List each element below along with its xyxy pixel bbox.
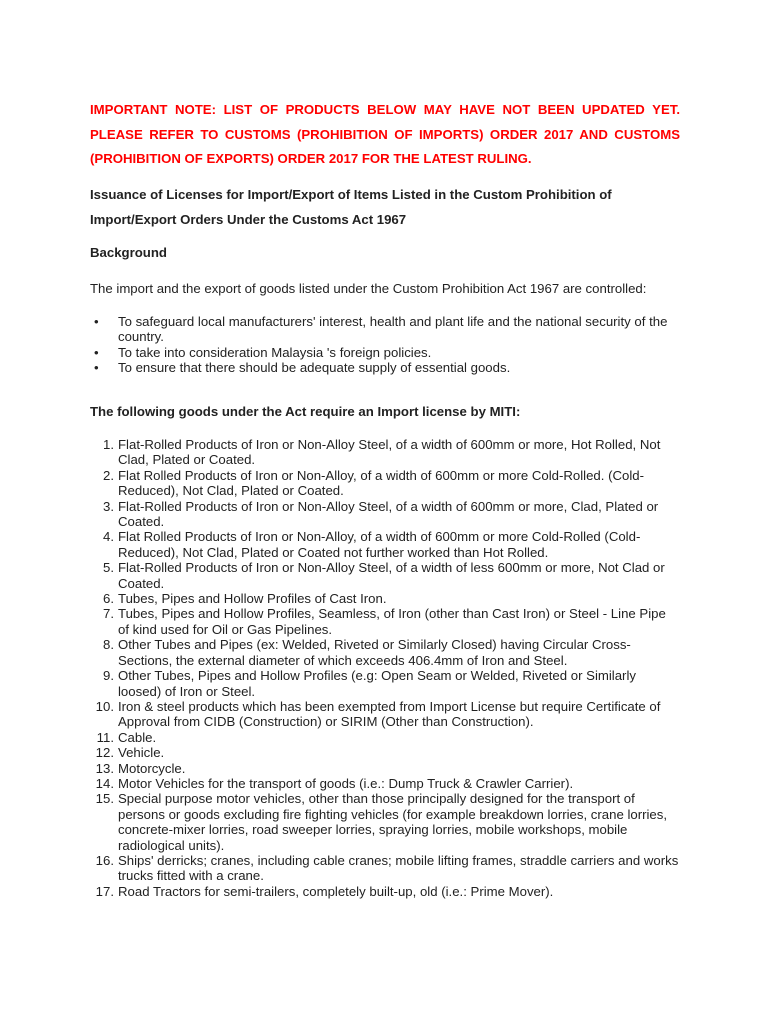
- bullet-item: [90, 345, 680, 360]
- list-item: [90, 745, 680, 760]
- list-item: [90, 668, 680, 699]
- item-number: 8.: [103, 637, 114, 653]
- item-text: Flat-Rolled Products of Iron or Non-Alloy Steel, of a width of 600mm or more, Clad, Plated or Coated.: [118, 498, 659, 530]
- bullet-text: To take into consideration Malaysia 's foreign policies.: [118, 344, 432, 360]
- item-text: Flat-Rolled Products of Iron or Non-Alloy Steel, of a width of less 600mm or more, Not Clad or Coated.: [118, 560, 665, 591]
- important-note: IMPORTANT NOTE: LIST OF PRODUCTS BELOW MAY HAVE NOT BEEN UPDATED YET. PLEASE REFER TO CUSTOMS (PROHIBITION OF IMPORTS) ORDER 2017 AND CUSTOMS (PROHIBITION OF EXPORTS) ORDER 2017 FOR THE LATEST RULING.: [90, 102, 680, 166]
- item-number: 3.: [103, 498, 114, 514]
- list-item: [90, 529, 680, 560]
- list-item: [90, 591, 680, 606]
- list-item: [90, 884, 680, 899]
- item-text: Tubes, Pipes and Hollow Profiles, Seamless, of Iron (other than Cast Iron) or Steel - Line Pipe of kind used for Oil or Gas Pipelines.: [118, 606, 666, 637]
- list-item: [90, 776, 680, 791]
- bullet-icon: •: [94, 360, 99, 376]
- bullet-icon: •: [94, 344, 99, 360]
- item-number: 13.: [95, 760, 114, 776]
- control-reasons-list: [90, 314, 680, 376]
- import-goods-list: [90, 437, 680, 899]
- list-item: [90, 730, 680, 745]
- item-number: 14.: [95, 775, 114, 791]
- item-number: 2.: [103, 467, 114, 483]
- item-text: Cable.: [118, 729, 157, 745]
- item-text: Road Tractors for semi-trailers, completely built-up, old (i.e.: Prime Mover).: [118, 883, 554, 899]
- list-item: [90, 791, 680, 853]
- list-item: [90, 699, 680, 730]
- item-text: Special purpose motor vehicles, other than those principally designed for the transport of persons or goods excluding fire fighting vehicles (for example breakdown lorries, crane lorries, concrete-mixer lorries, road sweeper lorries, spraying lorries, mobile workshops, mobile radiological units).: [118, 791, 668, 853]
- import-license-title: The following goods under the Act require an Import license by MITI:: [90, 404, 521, 419]
- background-title: Background: [90, 245, 167, 260]
- bullet-item: [90, 314, 680, 345]
- list-item: [90, 437, 680, 468]
- item-number: 5.: [103, 560, 114, 576]
- item-text: Flat-Rolled Products of Iron or Non-Alloy Steel, of a width of 600mm or more, Hot Rolled, Not Clad, Plated or Coated.: [118, 437, 661, 468]
- item-number: 9.: [103, 668, 114, 684]
- intro-paragraph: The import and the export of goods listed under the Custom Prohibition Act 1967 are controlled:: [90, 281, 647, 296]
- bullet-text: To safeguard local manufacturers' interest, health and plant life and the national security of the country.: [118, 314, 668, 345]
- bullet-item: [90, 360, 680, 375]
- item-text: Other Tubes and Pipes (ex: Welded, Riveted or Similarly Closed) having Circular Cross-Sections, the external diameter of which exceeds 406.4mm of Iron and Steel.: [118, 637, 631, 668]
- item-number: 10.: [95, 698, 114, 714]
- item-text: Flat Rolled Products of Iron or Non-Alloy, of a width of 600mm or more Cold-Rolled (Cold-Reduced), Not Clad, Plated or Coated not further worked than Hot Rolled.: [118, 529, 641, 560]
- list-item: [90, 499, 680, 530]
- item-number: 16.: [95, 852, 114, 868]
- item-text: Motorcycle.: [118, 760, 186, 776]
- item-number: 6.: [103, 591, 114, 607]
- bullet-text: To ensure that there should be adequate supply of essential goods.: [118, 360, 511, 376]
- item-number: 7.: [103, 606, 114, 622]
- item-number: 4.: [103, 529, 114, 545]
- bullet-icon: •: [94, 314, 99, 329]
- item-text: Ships' derricks; cranes, including cable cranes; mobile lifting frames, straddle carriers and works trucks fitted with a crane.: [118, 852, 679, 884]
- list-item: [90, 468, 680, 499]
- item-text: Tubes, Pipes and Hollow Profiles of Cast Iron.: [118, 591, 387, 607]
- item-text: Other Tubes, Pipes and Hollow Profiles (e.g: Open Seam or Welded, Riveted or Similarly loosed) of Iron or Steel.: [118, 668, 636, 699]
- document-heading: Issuance of Licenses for Import/Export of Items Listed in the Custom Prohibition of Import/Export Orders Under the Customs Act 1967: [90, 187, 612, 227]
- list-item: [90, 853, 680, 884]
- item-number: 11.: [96, 729, 114, 745]
- item-number: 17.: [95, 883, 114, 899]
- item-text: Vehicle.: [118, 745, 165, 761]
- item-text: Motor Vehicles for the transport of goods (i.e.: Dump Truck & Crawler Carrier).: [118, 775, 574, 791]
- list-item: [90, 560, 680, 591]
- item-number: 1.: [103, 437, 114, 452]
- item-number: 12.: [95, 745, 114, 761]
- item-text: Flat Rolled Products of Iron or Non-Alloy, of a width of 600mm or more Cold-Rolled. (Cold-Reduced), Not Clad, Plated or Coated.: [118, 467, 644, 499]
- list-item: [90, 637, 680, 668]
- list-item: [90, 606, 680, 637]
- item-number: 15.: [95, 791, 114, 807]
- list-item: [90, 761, 680, 776]
- item-text: Iron & steel products which has been exempted from Import License but require Certificate of Approval from CIDB (Construction) or SIRIM (Other than Construction).: [118, 698, 661, 730]
